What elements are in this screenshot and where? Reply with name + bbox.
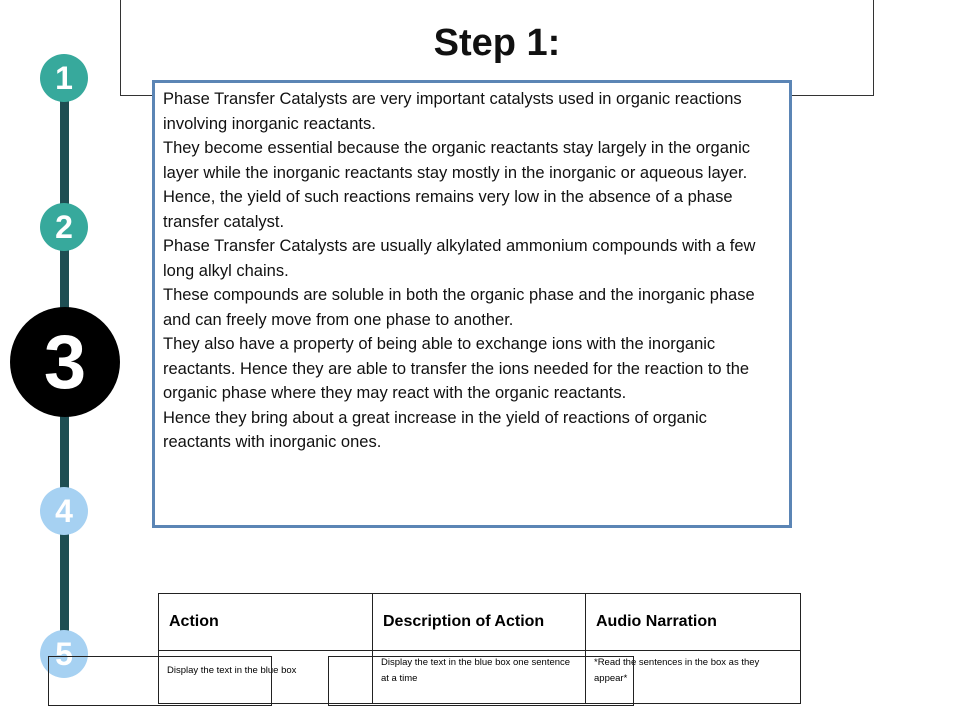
content-paragraph: Hence they bring about a great increase in the yield of reactions of organic reactants with inorganic ones. [163,408,707,451]
step-1-circle[interactable] [40,54,88,102]
content-paragraph: Hence, the yield of such reactions remains very low in the absence of a phase transfer catalyst. [163,188,733,231]
overlay-box-left [48,656,272,706]
header-action: Action [159,594,373,651]
content-paragraph: They also have a property of being able to exchange ions with the inorganic reactants. Hence they are able to transfer the ions needed for the reaction to the organic phase where they may react with the organic reactants. [163,335,750,402]
step-5-label: 5 [55,635,73,672]
content-paragraph: They become essential because the organic reactants stay largely in the organic layer while the inorganic reactants stay mostly in the inorganic or aqueous layer. [163,139,750,182]
header-audio: Audio Narration [586,594,801,651]
content-paragraph: Phase Transfer Catalysts are usually alkylated ammonium compounds with a few long alkyl chains. [163,237,756,280]
step-2-label: 2 [55,208,73,245]
content-text-box [152,80,792,528]
step-3-circle-active[interactable] [10,307,120,417]
table-header-row [159,594,801,651]
step-4-circle[interactable] [40,487,88,535]
page-title: Step 1: [433,22,561,64]
step-2-circle[interactable] [40,203,88,251]
step-4-label: 4 [55,492,73,529]
cell-description: Display the text in the blue box one sentence at a time [373,651,586,704]
cell-action: Display the text in the blue box [159,651,373,704]
step-3-label: 3 [43,319,87,405]
overlay-box-middle [328,656,634,706]
cell-audio: *Read the sentences in the box as they appear* [586,651,801,704]
step-1-label: 1 [55,59,73,96]
content-paragraph: These compounds are soluble in both the organic phase and the inorganic phase and can freely move from one phase to another. [163,286,755,329]
header-description: Description of Action [373,594,586,651]
content-paragraph: Phase Transfer Catalysts are very important catalysts used in organic reactions involving inorganic reactants. [163,90,742,133]
